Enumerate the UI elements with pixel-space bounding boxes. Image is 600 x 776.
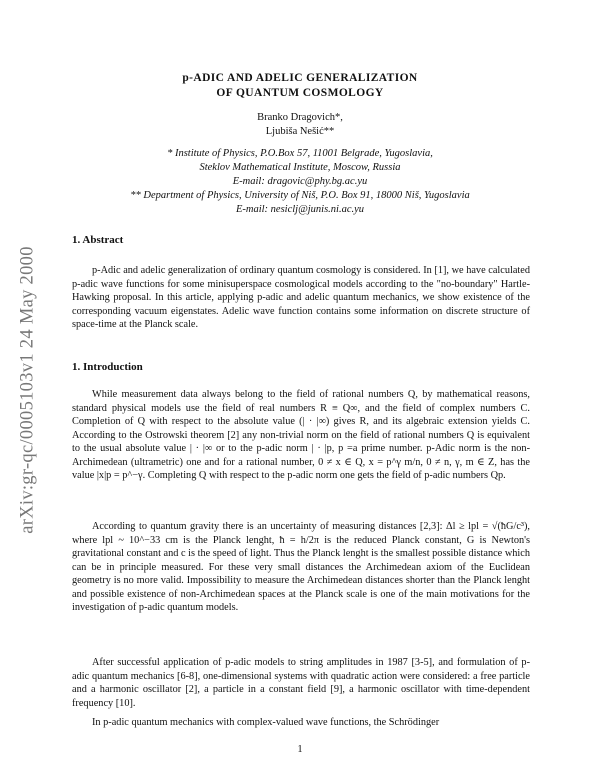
- affiliation-2-line1: ** Department of Physics, University of Niš, P.O. Box 91, 18000 Niš, Yugoslavia: [130, 190, 470, 201]
- intro-paragraph-3: After successful application of p-adic models to string amplitudes in 1987 [3-5], and formulation of p-adic quantum mechanics [6-8], one-dimensional systems with quadratic action were considered: a free particle and a harmonic oscillator [2], a particle in a constant field [9], a harmonic oscillator with time-dependent frequency [10].: [72, 657, 530, 709]
- intro-paragraph-4: In p-adic quantum mechanics with complex-valued wave functions, the Schrödinger: [92, 717, 440, 728]
- abstract-paragraph: p-Adic and adelic generalization of ordinary quantum cosmology is considered. In [1], we have calculated p-adic wave functions for some minisuperspace cosmological models according to the "no-boundary" Hartle-Hawking proposal. In this article, applying p-adic and adelic quantum mechanics, we show existence of the corresponding vacuum eigenstates. Adelic wave function contains some information on discrete structure of space-time at the Planck scale.: [72, 265, 530, 330]
- page-number: 1: [297, 744, 303, 755]
- affiliation-1-line1: * Institute of Physics, P.O.Box 57, 11001 Belgrade, Yugoslavia,: [167, 148, 433, 159]
- arxiv-identifier: arXiv:gr-qc/0005103v1 24 May 2000: [17, 246, 38, 534]
- affiliation-1-email: E-mail: dragovic@phy.bg.ac.yu: [232, 176, 368, 187]
- author-2: Ljubiša Nešić**: [265, 126, 335, 137]
- paper-title-line1: p-ADIC AND ADELIC GENERALIZATION: [182, 72, 418, 84]
- intro-paragraph-2: According to quantum gravity there is an uncertainty of measuring distances [2,3]: Δl ≥ lpl = √(ħG/c³), where lpl ~ 10^−33 cm is the Planck lenght, ħ = h/2π is the reduced Planck constant, G is Newton's gravitational constant and c is the speed of light. Thus the Planck lenght is the smallest possible distance which can be in principle measured. For these very small distances the Archimedean axiom of the Euclidean geometry is no more valid. Impossibility to measure the Archimedean distances shorter than the Planck lenght and possible existence of non-Archimedean spaces at the Planck scale is one of the main motivations for the investigation of p-adic quantum models.: [72, 521, 530, 613]
- affiliation-2-email: E-mail: nesiclj@junis.ni.ac.yu: [235, 204, 365, 215]
- affiliation-1-line2: Steklov Mathematical Institute, Moscow, Russia: [199, 162, 401, 173]
- paper-title-line2: OF QUANTUM COSMOLOGY: [216, 87, 384, 99]
- section-heading-introduction: 1. Introduction: [72, 361, 143, 373]
- section-heading-abstract: 1. Abstract: [72, 234, 124, 246]
- arxiv-sidebar: [8, 205, 48, 575]
- author-1: Branko Dragovich*,: [257, 112, 343, 123]
- intro-paragraph-1: While measurement data always belong to the field of rational numbers Q, by mathematical reasons, standard physical models use the field of real numbers R ≡ Q∞, and the field of complex numbers C. Completion of Q with respect to the absolute value (| · |∞) gives R, and its algebraic extension yields C. According to the Ostrowski theorem [2] any non-trivial norm on the field of rational numbers Q is equivalent to the usual absolute value | · |∞ or to the p-adic norm | · |p, p =a prime number. p-Adic norm is the non-Archimedean (ultrametric) one and for a rational number, 0 ≠ x ∈ Q, x = p^γ m/n, 0 ≠ n, γ, m ∈ Z, has the value |x|p = p^−γ. Completing Q with respect to the p-adic norm one gets the field of p-adic numbers Qp.: [72, 389, 530, 481]
